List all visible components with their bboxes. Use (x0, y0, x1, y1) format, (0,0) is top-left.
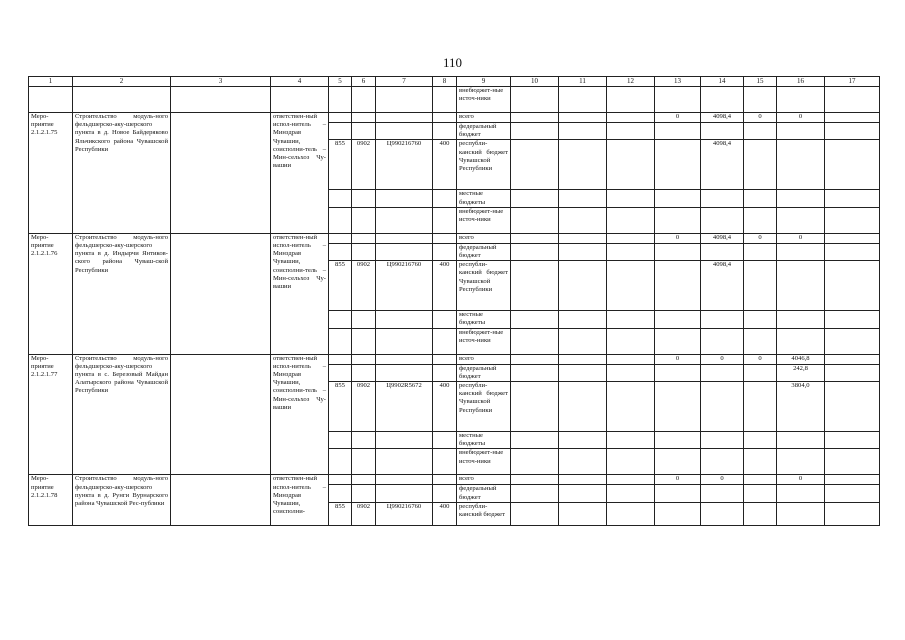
value-cell (744, 261, 777, 311)
value-cell (511, 123, 559, 140)
empty-cell (171, 354, 271, 475)
empty-cell (433, 123, 457, 140)
empty-cell (376, 233, 433, 243)
empty-cell (352, 475, 376, 485)
value-cell (655, 311, 701, 328)
column-header: 12 (607, 77, 655, 87)
value-cell (607, 364, 655, 381)
empty-cell (376, 190, 433, 207)
value-cell (701, 190, 744, 207)
value-cell (777, 123, 825, 140)
funding-source: местные бюджеты (457, 432, 511, 449)
funding-source: всего (457, 233, 511, 243)
value-cell (744, 432, 777, 449)
value-cell: 0 (655, 233, 701, 243)
value-cell: 0 (655, 354, 701, 364)
continuation-row (29, 87, 880, 113)
value-cell (825, 190, 880, 207)
value-cell (607, 449, 655, 475)
value-cell (607, 123, 655, 140)
value-cell: 0 (777, 233, 825, 243)
value-cell (607, 432, 655, 449)
funding-source: всего (457, 113, 511, 123)
value-cell (701, 243, 744, 260)
value-cell: 4098,4 (701, 233, 744, 243)
value-cell (777, 311, 825, 328)
measure-name: Строительство модуль-ного фельдшерско-аку-шерского пункта в д. Индырчи Янтиков-ского района Чуваш-ской Республики (73, 233, 171, 354)
empty-cell (352, 113, 376, 123)
value-cell (607, 311, 655, 328)
table-row (29, 233, 880, 243)
empty-cell (352, 432, 376, 449)
value-cell (777, 328, 825, 354)
value-cell: 4046,8 (777, 354, 825, 364)
executor: ответствен-ный испол-нитель – Минздрав Чувашии, соисполни-тель – Мин-сельхоз Чу-вашии (271, 233, 329, 354)
value-cell (559, 233, 607, 243)
column-header: 5 (329, 77, 352, 87)
rz-code: 0902 (352, 261, 376, 311)
rz-code: 0902 (352, 502, 376, 525)
rz-code: 0902 (352, 140, 376, 190)
value-cell (777, 140, 825, 190)
empty-cell (376, 354, 433, 364)
value-cell (559, 475, 607, 485)
value-cell: 4098,4 (701, 113, 744, 123)
empty-cell (352, 485, 376, 502)
value-cell (655, 190, 701, 207)
empty-cell (329, 233, 352, 243)
column-header: 11 (559, 77, 607, 87)
value-cell (511, 207, 559, 233)
table-row (29, 354, 880, 364)
empty-cell (329, 207, 352, 233)
value-cell (511, 243, 559, 260)
empty-cell (329, 123, 352, 140)
value-cell (607, 207, 655, 233)
column-header: 10 (511, 77, 559, 87)
column-header: 16 (777, 77, 825, 87)
value-cell (559, 190, 607, 207)
vr-code: 400 (433, 140, 457, 190)
value-cell (701, 311, 744, 328)
column-header: 1 (29, 77, 73, 87)
empty-cell (376, 243, 433, 260)
table-row (29, 113, 880, 123)
empty-cell (433, 311, 457, 328)
value-cell: 0 (744, 354, 777, 364)
column-header: 8 (433, 77, 457, 87)
funding-source: внебюджет-ные источ-ники (457, 207, 511, 233)
grbs-code: 855 (329, 140, 352, 190)
value-cell (777, 190, 825, 207)
value-cell (777, 485, 825, 502)
funding-source: местные бюджеты (457, 311, 511, 328)
value-cell (744, 328, 777, 354)
empty-cell (433, 207, 457, 233)
value-cell (559, 261, 607, 311)
value-cell (511, 475, 559, 485)
empty-cell (329, 328, 352, 354)
empty-cell (433, 113, 457, 123)
value-cell (511, 140, 559, 190)
measure-code: Меро-приятие 2.1.2.1.75 (29, 113, 73, 234)
empty-cell (433, 190, 457, 207)
value-cell (825, 140, 880, 190)
csr-code: Ц990216760 (376, 140, 433, 190)
value-cell (825, 311, 880, 328)
empty-cell (329, 449, 352, 475)
value-cell (701, 123, 744, 140)
empty-cell (376, 113, 433, 123)
value-cell (607, 328, 655, 354)
funding-source: республи-канский бюджет Чувашской Республики (457, 140, 511, 190)
value-cell (701, 502, 744, 525)
value-cell (559, 382, 607, 432)
value-cell: 0 (701, 354, 744, 364)
value-cell: 0 (701, 475, 744, 485)
empty-cell (433, 475, 457, 485)
value-cell (511, 485, 559, 502)
value-cell (825, 382, 880, 432)
empty-cell (352, 123, 376, 140)
value-cell (511, 502, 559, 525)
empty-cell (376, 432, 433, 449)
csr-code: Ц990216760 (376, 502, 433, 525)
column-header: 6 (352, 77, 376, 87)
funding-source: всего (457, 354, 511, 364)
empty-cell (352, 364, 376, 381)
value-cell (559, 485, 607, 502)
value-cell (607, 243, 655, 260)
value-cell (511, 233, 559, 243)
value-cell (744, 140, 777, 190)
measure-name: Строительство модуль-ного фельдшерско-аку-шерского пункта в д. Рунги Вурнарского района Чувашской Рес-публики (73, 475, 171, 525)
grbs-code: 855 (329, 502, 352, 525)
value-cell (511, 382, 559, 432)
funding-source: федеральный бюджет (457, 485, 511, 502)
value-cell (655, 449, 701, 475)
empty-cell (433, 243, 457, 260)
value-cell (825, 502, 880, 525)
value-cell (655, 432, 701, 449)
value-cell (701, 485, 744, 502)
value-cell (825, 207, 880, 233)
value-cell (559, 354, 607, 364)
value-cell (701, 207, 744, 233)
funding-source: федеральный бюджет (457, 243, 511, 260)
budget-table (28, 76, 880, 526)
csr-code: Ц990216760 (376, 261, 433, 311)
value-cell (655, 123, 701, 140)
value-cell (607, 113, 655, 123)
empty-cell (171, 233, 271, 354)
value-cell (655, 140, 701, 190)
funding-source: всего (457, 475, 511, 485)
empty-cell (376, 311, 433, 328)
empty-cell (352, 190, 376, 207)
empty-cell (329, 243, 352, 260)
empty-cell (329, 311, 352, 328)
value-cell (744, 382, 777, 432)
empty-cell (433, 354, 457, 364)
empty-cell (329, 190, 352, 207)
vr-code: 400 (433, 502, 457, 525)
value-cell: 0 (655, 475, 701, 485)
value-cell (701, 328, 744, 354)
value-cell (744, 475, 777, 485)
value-cell (559, 123, 607, 140)
empty-cell (433, 485, 457, 502)
funding-source: местные бюджеты (457, 190, 511, 207)
measure-name: Строительство модуль-ного фельдшерско-аку-шерского пункта в д. Новое Байдеряково Яльчикского района Чувашской Республики (73, 113, 171, 234)
value-cell: 0 (655, 113, 701, 123)
value-cell: 0 (777, 113, 825, 123)
funding-source: республи-канский бюджет (457, 502, 511, 525)
value-cell (777, 207, 825, 233)
value-cell (559, 140, 607, 190)
column-header: 17 (825, 77, 880, 87)
value-cell (744, 207, 777, 233)
empty-cell (329, 354, 352, 364)
empty-cell (171, 475, 271, 525)
value-cell (701, 364, 744, 381)
value-cell (607, 485, 655, 502)
value-cell (607, 233, 655, 243)
value-cell (744, 243, 777, 260)
value-cell (511, 190, 559, 207)
value-cell (511, 449, 559, 475)
funding-source: федеральный бюджет (457, 364, 511, 381)
grbs-code: 855 (329, 261, 352, 311)
value-cell (825, 261, 880, 311)
value-cell (777, 261, 825, 311)
empty-cell (352, 354, 376, 364)
column-header: 14 (701, 77, 744, 87)
value-cell (777, 243, 825, 260)
column-header-row (29, 77, 880, 87)
executor: ответствен-ный испол-нитель – Минздрав Чувашии, соисполни- (271, 475, 329, 525)
value-cell (559, 207, 607, 233)
table-row (29, 475, 880, 485)
column-header: 3 (171, 77, 271, 87)
value-cell (825, 243, 880, 260)
funding-source: республи-канский бюджет Чувашской Республики (457, 261, 511, 311)
value-cell (655, 502, 701, 525)
value-cell (607, 261, 655, 311)
value-cell (825, 449, 880, 475)
empty-cell (329, 364, 352, 381)
vr-code: 400 (433, 382, 457, 432)
value-cell (744, 502, 777, 525)
value-cell (607, 475, 655, 485)
page-number: 110 (442, 55, 463, 70)
empty-cell (376, 123, 433, 140)
executor: ответствен-ный испол-нитель – Минздрав Чувашии, соисполни-тель – Мин-сельхоз Чу-вашии (271, 113, 329, 234)
value-cell (744, 449, 777, 475)
value-cell (607, 382, 655, 432)
column-header: 9 (457, 77, 511, 87)
value-cell (744, 364, 777, 381)
funding-source: внебюджет-ные источ-ники (457, 328, 511, 354)
value-cell (777, 432, 825, 449)
value-cell: 4098,4 (701, 140, 744, 190)
value-cell: 0 (744, 233, 777, 243)
value-cell (511, 354, 559, 364)
value-cell (701, 432, 744, 449)
value-cell (744, 190, 777, 207)
value-cell (655, 243, 701, 260)
funding-source: федеральный бюджет (457, 123, 511, 140)
column-header: 4 (271, 77, 329, 87)
grbs-code: 855 (329, 382, 352, 432)
value-cell (607, 190, 655, 207)
value-cell (825, 432, 880, 449)
value-cell (744, 311, 777, 328)
value-cell: 0 (744, 113, 777, 123)
value-cell (825, 328, 880, 354)
value-cell (559, 432, 607, 449)
value-cell (777, 502, 825, 525)
value-cell (744, 123, 777, 140)
value-cell (825, 123, 880, 140)
value-cell (655, 364, 701, 381)
value-cell (655, 207, 701, 233)
value-cell (825, 364, 880, 381)
column-header: 7 (376, 77, 433, 87)
value-cell (701, 382, 744, 432)
funding-source: республи-канский бюджет Чувашской Республики (457, 382, 511, 432)
rz-code: 0902 (352, 382, 376, 432)
value-cell (559, 502, 607, 525)
value-cell (511, 328, 559, 354)
value-cell (607, 354, 655, 364)
value-cell (559, 243, 607, 260)
measure-code: Меро-приятие 2.1.2.1.78 (29, 475, 73, 525)
empty-cell (352, 449, 376, 475)
value-cell (825, 485, 880, 502)
value-cell (559, 449, 607, 475)
value-cell (825, 233, 880, 243)
empty-cell (352, 233, 376, 243)
measure-name: Строительство модуль-ного фельдшерско-аку-шерского пункта в с. Березовый Майдан Алатырского района Чувашской Республики (73, 354, 171, 475)
value-cell (559, 113, 607, 123)
empty-cell (433, 364, 457, 381)
value-cell (511, 432, 559, 449)
column-header: 2 (73, 77, 171, 87)
value-cell (655, 382, 701, 432)
empty-cell (352, 243, 376, 260)
value-cell: 242,8 (777, 364, 825, 381)
value-cell (607, 502, 655, 525)
value-cell (511, 311, 559, 328)
column-header: 13 (655, 77, 701, 87)
empty-cell (376, 364, 433, 381)
value-cell (559, 311, 607, 328)
empty-cell (329, 485, 352, 502)
value-cell (655, 485, 701, 502)
value-cell (744, 485, 777, 502)
empty-cell (376, 328, 433, 354)
value-cell (559, 364, 607, 381)
empty-cell (329, 475, 352, 485)
empty-cell (171, 113, 271, 234)
measure-code: Меро-приятие 2.1.2.1.77 (29, 354, 73, 475)
empty-cell (433, 233, 457, 243)
empty-cell (376, 485, 433, 502)
empty-cell (433, 328, 457, 354)
value-cell (607, 140, 655, 190)
value-cell: 0 (777, 475, 825, 485)
value-cell (825, 113, 880, 123)
value-cell (511, 364, 559, 381)
csr-code: Ц9902R5672 (376, 382, 433, 432)
empty-cell (433, 432, 457, 449)
executor: ответствен-ный испол-нитель – Минздрав Чувашии, соисполни-тель – Мин-сельхоз Чу-вашии (271, 354, 329, 475)
value-cell (559, 328, 607, 354)
vr-code: 400 (433, 261, 457, 311)
measure-code: Меро-приятие 2.1.2.1.76 (29, 233, 73, 354)
empty-cell (376, 207, 433, 233)
empty-cell (433, 449, 457, 475)
funding-source: внебюджет-ные источ-ники (457, 87, 511, 113)
empty-cell (329, 113, 352, 123)
value-cell (511, 261, 559, 311)
column-header: 15 (744, 77, 777, 87)
value-cell (701, 449, 744, 475)
empty-cell (376, 475, 433, 485)
empty-cell (352, 328, 376, 354)
value-cell (511, 113, 559, 123)
value-cell (655, 328, 701, 354)
funding-source: внебюджет-ные источ-ники (457, 449, 511, 475)
empty-cell (352, 207, 376, 233)
value-cell (825, 475, 880, 485)
value-cell (825, 354, 880, 364)
empty-cell (352, 311, 376, 328)
empty-cell (376, 449, 433, 475)
value-cell: 3804,0 (777, 382, 825, 432)
value-cell (655, 261, 701, 311)
value-cell (777, 449, 825, 475)
value-cell: 4098,4 (701, 261, 744, 311)
empty-cell (329, 432, 352, 449)
